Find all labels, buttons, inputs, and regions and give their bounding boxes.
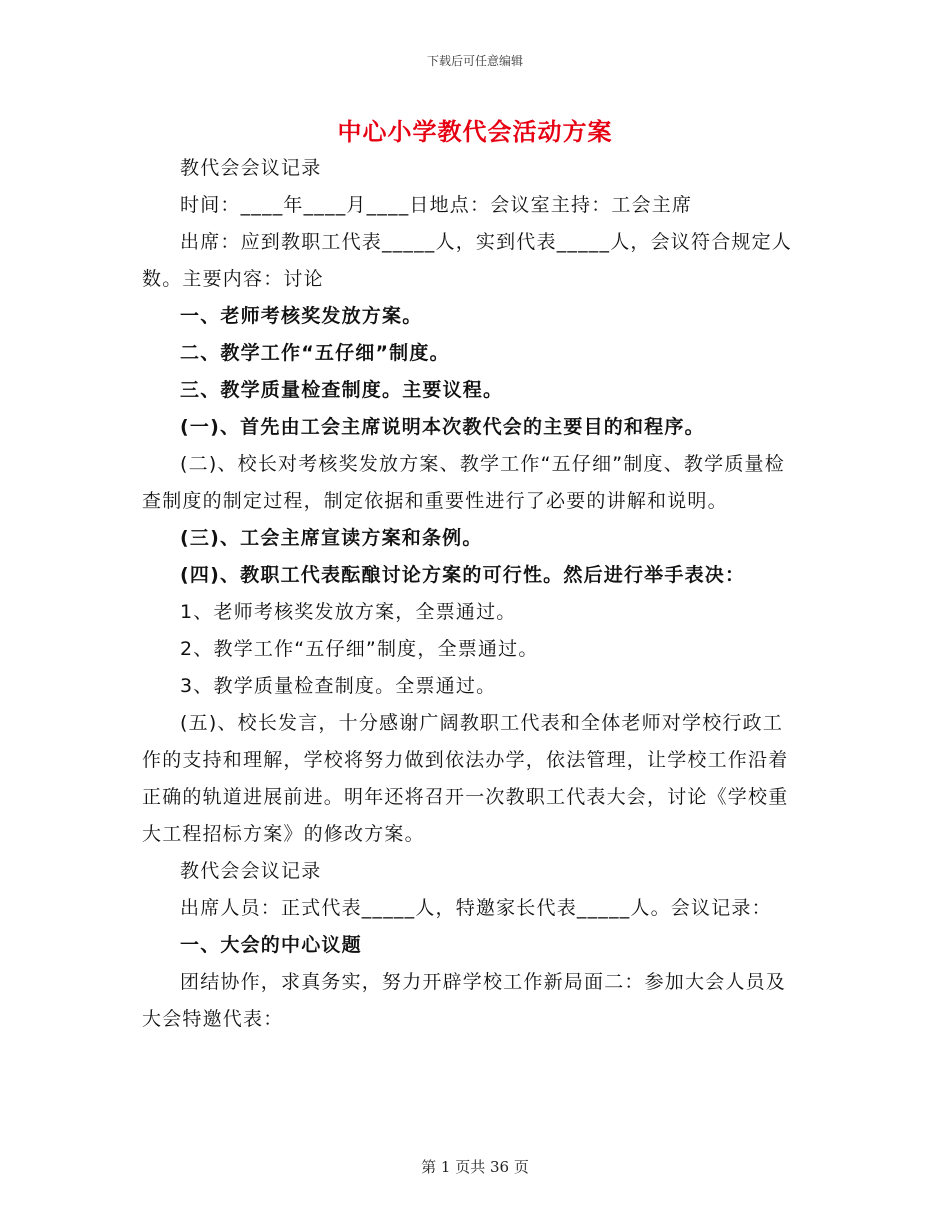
heading-paragraph: (三)、工会主席宣读方案和条例。 [180, 527, 483, 549]
heading-paragraph: 一、大会的中心议题 [180, 934, 362, 956]
document-title: 中心小学教代会活动方案 [337, 118, 613, 146]
list-item: 3、教学质量检查制度。全票通过。 [180, 675, 497, 697]
paragraph: 教代会会议记录 [180, 157, 322, 179]
heading-paragraph: 三、教学质量检查制度。主要议程。 [180, 379, 504, 401]
heading-paragraph: (四)、教职工代表酝酿讨论方案的可行性。然后进行举手表决： [180, 564, 746, 586]
page-number: 第 1 页共 36 页 [421, 1158, 529, 1176]
list-item: 2、教学工作“五仔细”制度，全票通过。 [180, 638, 539, 660]
paragraph: 团结协作，求真务实，努力开辟学校工作新局面二：参加大会人员及大会特邀代表： [142, 971, 787, 1030]
paragraph: 时间：____年____月____日地点：会议室主持：工会主席 [180, 194, 693, 216]
heading-paragraph: 一、老师考核奖发放方案。 [180, 305, 423, 327]
paragraph: 教代会会议记录 [180, 860, 322, 882]
paragraph: (二)、校长对考核奖发放方案、教学工作“五仔细”制度、教学质量检查制度的制定过程，制定依据和重要性进行了必要的讲解和说明。 [142, 453, 785, 512]
header-note: 下载后可任意编辑 [426, 54, 523, 68]
heading-paragraph: 二、教学工作“五仔细”制度。 [180, 342, 450, 364]
document-body [142, 150, 802, 1038]
list-item: 1、老师考核奖发放方案，全票通过。 [180, 601, 517, 623]
paragraph: 出席人员：正式代表_____人，特邀家长代表_____人。会议记录： [180, 897, 772, 919]
heading-paragraph: (一)、首先由工会主席说明本次教代会的主要目的和程序。 [180, 416, 705, 438]
paragraph: 出席：应到教职工代表_____人，实到代表_____人，会议符合规定人数。主要内容：讨论 [142, 231, 793, 290]
paragraph: (五)、校长发言，十分感谢广阔教职工代表和全体老师对学校行政工作的支持和理解，学校将努力做到依法办学，依法管理，让学校工作沿着正确的轨道进展前进。明年还将召开一次教职工代表大会，讨论《学校重大工程招标方案》的修改方案。 [142, 712, 789, 845]
